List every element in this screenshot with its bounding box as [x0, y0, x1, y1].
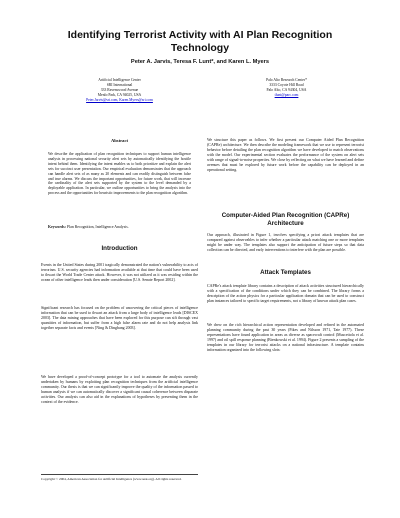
section-heading-introduction: Introduction: [101, 245, 138, 252]
affiliation-line: Palo Alto Research Center*: [266, 78, 307, 82]
attack-paragraph: CAPRe's attack template library contains a description of attack activities structured hierarchically with a specification of the conditions under which they can be combined. The library forms a description of the action physics for a particular application domain that can be used to construct plan instances tailored to specific target requirements, not a library of known attack plan cases.: [207, 283, 364, 303]
affiliation-left: [41, 78, 198, 103]
keywords-label: Keywords:: [48, 225, 66, 229]
intro-paragraph: We have developed a proof-of-concept prototype for a tool to automate the analysis currently undertaken by humans by exploiting plan recognition techniques from the artificial intelligence community. Our thesis is that we can significantly improve the quality of the information passed to human analysts if we can automatically discover a significant causal coherence between disparate activities. Our analysis can also aid in the explanations of hypotheses by presenting them in the context of the evidence.: [41, 374, 198, 404]
abstract-text: We describe the application of plan recognition techniques to support human intelligence analysts in processing national security alert sets by automatically identifying the hostile intent behind them. Identifying the intent enables us to both prioritize and explain the alert sets for succinct user presentation. Our empirical evaluation demonstrates that the approach can handle alert sets of as many as 20 elements and can readily distinguish between false and true alarms. We discuss the important opportunities, for future work, that will increase the cardinality of the alert sets supported by the system to the level demanded by a deployable application. In particular, we outline opportunities to bring the analysts into the process and the opportunities for heuristic improvements to the plan recognition algorithm.: [48, 152, 191, 196]
abstract-heading: Abstract: [110, 138, 129, 143]
affiliation-line: SRI International: [106, 83, 133, 87]
affiliation-right: [208, 78, 365, 98]
paper-title: Identifying Terrorist Activity with AI Plan Recognition Technology: [67, 29, 333, 54]
section-heading-attack-templates: Attack Templates: [260, 269, 311, 276]
intro-paragraph: Significant research has focused on the problem of uncovering the critical pieces of intelligence information that can be used to thwart an attack from a large body of intelligence leads [DISCEX 2003]. The data mining approaches that have been explored for this purpose can sift through vast quantities of information, but suffer from a high false alarm rate and do not help analysts link together separate facts and events [Ning & Dingbang 2003].: [41, 305, 198, 330]
affiliation-line: Artificial Intelligence Center: [98, 78, 141, 82]
email-link[interactable]: tlunt@parc.com: [274, 93, 299, 97]
body-paragraph: We structure this paper as follows. We first present our Computer Aided Plan Recognition (CAPRe) architecture. We then describe the modeling framework that we use to represent terrorist behavior before detailing the plan recognition algorithm we have developed to match observations with the model. Our experimental section evaluates the performance of the system on alert sets with range of signal-to-noise properties. We close by reflecting on what we have learned and define avenues that must be explored by future work before the capability can be deployed in an operational setting.: [207, 137, 364, 172]
email-link[interactable]: Peter.Jarvis@sri.com, Karen.Myers@sri.com: [86, 98, 153, 102]
affiliation-line: Palo Alto, CA 94304, USA: [266, 88, 307, 92]
capre-paragraph: Our approach, illustrated in Figure 1, involves specifying a priori attack templates that are compared against observables to infer whether a particular attack matching one or more templates might be under way. The templates also support the anticipation of future steps so that data collection can be directed, and early interventions to interfere with the plan are possible.: [207, 232, 364, 252]
intro-paragraph: Events in the United States during 2001 tragically demonstrated the nation's vulnerability to acts of terrorism. U.S. security agencies had information available at that time that could have been used to thwart the World Trade Center attack. However, it was not utilized as it was residing within the ocean of other intelligence leads then under consideration [U.S. Senate Report 2002].: [41, 262, 198, 282]
copyright-notice: Copyright © 2004, American Association for Artificial Intelligence (www.aaai.org). All rights reserved.: [41, 474, 198, 481]
affiliation-line: Menlo Park, CA 94025, USA: [97, 93, 142, 97]
attack-paragraph: We drew on the rich hierarchical action representation developed and refined in the automated planning community during the past 30 years (Fikes and Nilsson 1971, Tate 1977). These representations have found application in areas as diverse as spacecraft control (Muscettola et al. 1997) and oil spill response planning (Bienkowski et al. 1994). Figure 2 presents a sampling of the templates in our library for terrorist attacks on a national infrastructure. A template contains information organized into the following slots:: [207, 322, 364, 352]
affiliation-line: 333 Ravenswood Avenue: [100, 88, 139, 92]
section-heading-capre: Computer-Aided Plan Recognition (CAPRe) Architecture: [221, 212, 350, 227]
affiliation-line: 3333 Coyote Hill Road: [269, 83, 304, 87]
keywords: [48, 225, 191, 230]
author-list: Peter A. Jarvis, Teresa F. Lunt*, and Karen L. Myers: [130, 59, 270, 65]
keywords-text: Plan Recognition, Intelligence Analysis.: [66, 225, 129, 229]
